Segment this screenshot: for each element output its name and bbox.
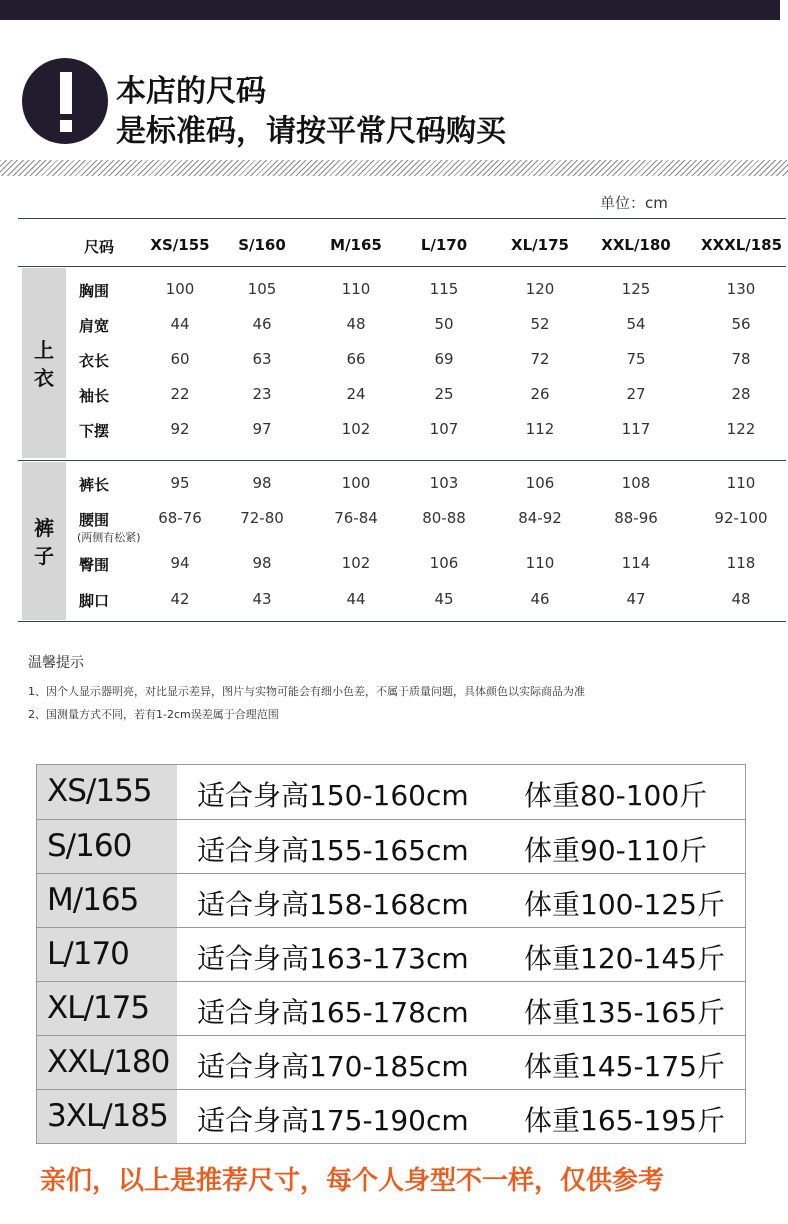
table-cell: 110 xyxy=(525,554,555,572)
table-cell: 117 xyxy=(621,420,651,438)
section-rule xyxy=(18,460,786,461)
table-cell: 114 xyxy=(621,554,651,572)
table-cell: 95 xyxy=(170,474,190,492)
table-cell: 42 xyxy=(170,590,190,608)
table-cell: 122 xyxy=(726,420,756,438)
table-cell: 105 xyxy=(247,280,277,298)
row-label: 衣长 xyxy=(79,352,110,370)
weight-range: 体重100-125斤 xyxy=(524,888,725,921)
table-cell: 112 xyxy=(525,420,555,438)
table-cell: 52 xyxy=(530,315,550,333)
table-cell: 92-100 xyxy=(714,509,768,527)
table-bottom-rule xyxy=(18,621,786,622)
table-cell: 23 xyxy=(252,385,272,403)
height-table-row xyxy=(37,873,745,927)
weight-range: 体重165-195斤 xyxy=(524,1104,725,1137)
size-cell xyxy=(37,1090,177,1143)
size-header-cell: L/170 xyxy=(420,236,468,254)
size-label: 3XL/185 xyxy=(47,1098,168,1134)
table-cell: 72 xyxy=(530,350,550,368)
height-range: 适合身高155-165cm xyxy=(197,834,469,867)
notice-line-1: 本店的尺码 xyxy=(116,74,266,109)
table-cell: 98 xyxy=(252,474,272,492)
table-cell: 75 xyxy=(626,350,646,368)
table-cell: 22 xyxy=(170,385,190,403)
weight-range: 体重80-100斤 xyxy=(524,779,708,812)
size-header-cell: S/160 xyxy=(238,236,286,254)
table-cell: 98 xyxy=(252,554,272,572)
table-cell: 106 xyxy=(525,474,555,492)
table-cell: 72-80 xyxy=(240,509,284,527)
table-cell: 76-84 xyxy=(334,509,378,527)
weight-range: 体重135-165斤 xyxy=(524,996,725,1029)
row-label: 脚口 xyxy=(79,592,110,610)
size-header-cell: XS/155 xyxy=(150,236,210,254)
height-table-row xyxy=(37,927,745,981)
size-label: XXL/180 xyxy=(47,1044,170,1080)
size-header-cell: XL/175 xyxy=(511,236,569,254)
height-range: 适合身高170-185cm xyxy=(197,1050,469,1083)
row-label: 袖长 xyxy=(79,387,110,405)
size-cell xyxy=(37,928,177,981)
table-cell: 63 xyxy=(252,350,272,368)
table-cell: 69 xyxy=(434,350,454,368)
size-header-cell: XXL/180 xyxy=(601,236,671,254)
table-cell: 100 xyxy=(165,280,195,298)
height-range: 适合身高163-173cm xyxy=(197,942,469,975)
table-cell: 106 xyxy=(429,554,459,572)
table-cell: 115 xyxy=(429,280,459,298)
table-cell: 94 xyxy=(170,554,190,572)
row-label: 肩宽 xyxy=(79,317,110,335)
height-table-row xyxy=(37,1035,745,1089)
size-label: S/160 xyxy=(47,828,132,864)
table-cell: 44 xyxy=(346,590,366,608)
size-cell xyxy=(37,982,177,1035)
table-cell: 68-76 xyxy=(158,509,202,527)
table-cell: 120 xyxy=(525,280,555,298)
table-cell: 46 xyxy=(252,315,272,333)
top-section-label: 上 衣 xyxy=(34,338,54,390)
table-cell: 102 xyxy=(341,420,371,438)
size-header-cell: XXXL/185 xyxy=(701,236,783,254)
table-cell: 43 xyxy=(252,590,272,608)
unit-label: 单位：cm xyxy=(600,194,668,212)
table-cell: 25 xyxy=(434,385,454,403)
height-range: 适合身高175-190cm xyxy=(197,1104,469,1137)
table-cell: 110 xyxy=(726,474,756,492)
table-cell: 92 xyxy=(170,420,190,438)
header-rule xyxy=(18,266,786,267)
table-cell: 56 xyxy=(731,315,751,333)
size-cell xyxy=(37,1036,177,1089)
tips-title: 温馨提示 xyxy=(28,655,84,671)
row-label: 下摆 xyxy=(79,422,110,440)
exclamation-icon xyxy=(22,58,108,144)
size-label: L/170 xyxy=(47,936,129,972)
table-cell: 27 xyxy=(626,385,646,403)
table-cell: 78 xyxy=(731,350,751,368)
table-cell: 50 xyxy=(434,315,454,333)
table-cell: 60 xyxy=(170,350,190,368)
size-header: 尺码 xyxy=(84,238,115,256)
tip-item: 1、因个人显示器明亮，对比显示差异，图片与实物可能会有细小色差，不属于质量问题，具体颜色以实际商品为准 xyxy=(28,685,585,698)
size-cell xyxy=(37,874,177,927)
row-label: 臀围 xyxy=(79,556,110,574)
table-cell: 84-92 xyxy=(518,509,562,527)
row-label: 胸围 xyxy=(79,282,110,300)
tip-item: 2、国测量方式不同，若有1-2cm误差属于合理范围 xyxy=(28,708,279,721)
footer-note: 亲们，以上是推荐尺寸，每个人身型不一样，仅供参考 xyxy=(40,1166,665,1196)
row-label: 腰围 xyxy=(79,511,110,529)
table-cell: 103 xyxy=(429,474,459,492)
height-table-row xyxy=(37,765,745,819)
table-cell: 24 xyxy=(346,385,366,403)
height-table-row xyxy=(37,819,745,873)
table-cell: 48 xyxy=(731,590,751,608)
pants-section-label: 裤 子 xyxy=(34,516,54,568)
height-table-row xyxy=(37,981,745,1035)
table-cell: 108 xyxy=(621,474,651,492)
table-cell: 97 xyxy=(252,420,272,438)
table-cell: 118 xyxy=(726,554,756,572)
table-cell: 46 xyxy=(530,590,550,608)
table-cell: 125 xyxy=(621,280,651,298)
size-label: XS/155 xyxy=(47,773,152,809)
top-bar xyxy=(0,0,780,20)
table-cell: 80-88 xyxy=(422,509,466,527)
hatch-divider xyxy=(0,160,788,176)
height-range: 适合身高158-168cm xyxy=(197,888,469,921)
table-cell: 48 xyxy=(346,315,366,333)
height-table-row xyxy=(37,1089,745,1143)
table-cell: 54 xyxy=(626,315,646,333)
table-top-rule xyxy=(18,218,786,219)
table-cell: 130 xyxy=(726,280,756,298)
size-cell xyxy=(37,820,177,873)
height-range: 适合身高165-178cm xyxy=(197,996,469,1029)
height-weight-table xyxy=(36,764,746,1144)
weight-range: 体重145-175斤 xyxy=(524,1050,725,1083)
table-cell: 47 xyxy=(626,590,646,608)
weight-range: 体重90-110斤 xyxy=(524,834,708,867)
table-cell: 107 xyxy=(429,420,459,438)
size-cell xyxy=(37,765,177,819)
size-label: XL/175 xyxy=(47,990,150,1026)
row-note: (两侧有松紧) xyxy=(77,531,141,544)
table-cell: 26 xyxy=(530,385,550,403)
table-cell: 44 xyxy=(170,315,190,333)
row-label: 裤长 xyxy=(79,476,110,494)
table-cell: 110 xyxy=(341,280,371,298)
table-cell: 28 xyxy=(731,385,751,403)
notice-line-2: 是标准码，请按平常尺码购买 xyxy=(116,114,506,149)
weight-range: 体重120-145斤 xyxy=(524,942,725,975)
table-cell: 66 xyxy=(346,350,366,368)
table-cell: 100 xyxy=(341,474,371,492)
size-label: M/165 xyxy=(47,882,139,918)
table-cell: 45 xyxy=(434,590,454,608)
table-cell: 88-96 xyxy=(614,509,658,527)
table-cell: 102 xyxy=(341,554,371,572)
height-range: 适合身高150-160cm xyxy=(197,779,469,812)
size-header-cell: M/165 xyxy=(330,236,382,254)
